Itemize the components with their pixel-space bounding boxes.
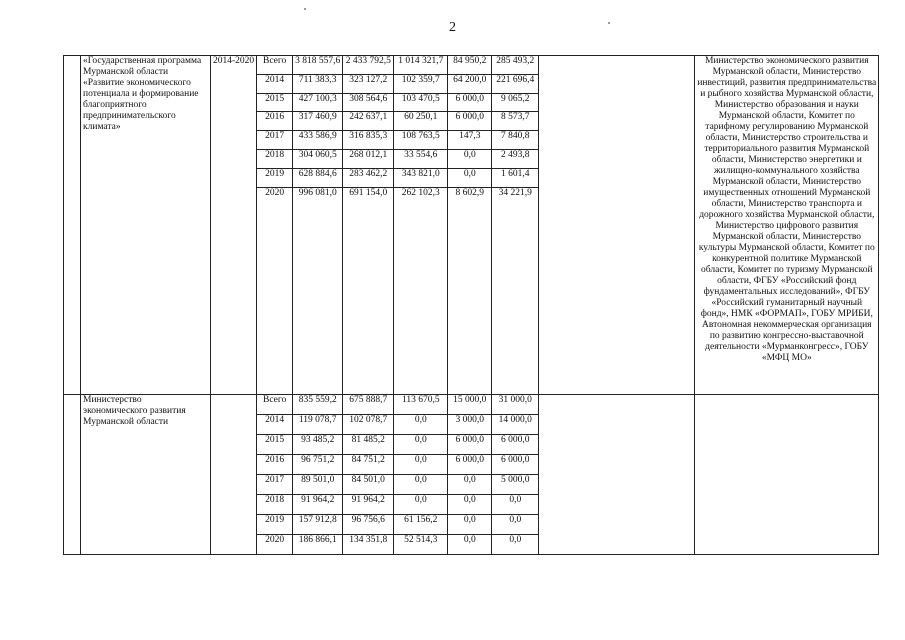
amount-cell: 0,0 bbox=[448, 514, 492, 534]
ministry-executors bbox=[695, 394, 879, 554]
amount-cell: 343 821,0 bbox=[394, 168, 448, 187]
amount-cell: 835 559,2 bbox=[293, 394, 343, 414]
amount-cell: 0,0 bbox=[448, 474, 492, 494]
amount-cell: 1 014 321,7 bbox=[394, 56, 448, 75]
amount-cell: 91 964,2 bbox=[293, 494, 343, 514]
program-section bbox=[64, 56, 879, 395]
amount-cell: 0,0 bbox=[394, 454, 448, 474]
year-cell: 2018 bbox=[257, 494, 293, 514]
amount-cell: 6 000,0 bbox=[448, 454, 492, 474]
amount-cell: 64 200,0 bbox=[448, 74, 492, 93]
ministry-section bbox=[64, 394, 879, 554]
year-cell: 2019 bbox=[257, 168, 293, 187]
scan-speck bbox=[608, 22, 610, 24]
amount-cell: 323 127,2 bbox=[343, 74, 394, 93]
amount-cell: 108 763,5 bbox=[394, 131, 448, 150]
amount-cell: 0,0 bbox=[394, 434, 448, 454]
amount-cell: 0,0 bbox=[448, 149, 492, 168]
table-row bbox=[64, 394, 879, 414]
amount-cell: 81 485,2 bbox=[343, 434, 394, 454]
amount-cell: 134 351,8 bbox=[343, 534, 394, 554]
amount-cell: 8 602,9 bbox=[448, 187, 492, 394]
amount-cell: 96 751,2 bbox=[293, 454, 343, 474]
amount-cell: 0,0 bbox=[448, 494, 492, 514]
year-cell: Всего bbox=[257, 394, 293, 414]
program-name: «Государственная программа Мурманской области «Развитие экономического потенциала и формирование благоприятного предпринимательского климата» bbox=[81, 56, 211, 395]
amount-cell: 3 000,0 bbox=[448, 414, 492, 434]
year-cell: 2014 bbox=[257, 74, 293, 93]
amount-cell: 84 501,0 bbox=[343, 474, 394, 494]
amount-cell: 6 000,0 bbox=[492, 434, 539, 454]
page-number: 2 bbox=[449, 20, 456, 35]
amount-cell: 691 154,0 bbox=[343, 187, 394, 394]
amount-cell: 186 866,1 bbox=[293, 534, 343, 554]
amount-cell: 9 065,2 bbox=[492, 93, 539, 112]
amount-cell: 285 493,2 bbox=[492, 56, 539, 75]
year-cell: 2014 bbox=[257, 414, 293, 434]
indicator-cell bbox=[539, 56, 695, 395]
amount-cell: 52 514,3 bbox=[394, 534, 448, 554]
index-cell bbox=[64, 394, 81, 554]
amount-cell: 283 462,2 bbox=[343, 168, 394, 187]
amount-cell: 91 964,2 bbox=[343, 494, 394, 514]
year-cell: Всего bbox=[257, 56, 293, 75]
amount-cell: 84 950,2 bbox=[448, 56, 492, 75]
amount-cell: 157 912,8 bbox=[293, 514, 343, 534]
amount-cell: 2 493,8 bbox=[492, 149, 539, 168]
year-cell: 2019 bbox=[257, 514, 293, 534]
amount-cell: 119 078,7 bbox=[293, 414, 343, 434]
amount-cell: 0,0 bbox=[448, 534, 492, 554]
amount-cell: 33 554,6 bbox=[394, 149, 448, 168]
amount-cell: 61 156,2 bbox=[394, 514, 448, 534]
indicator-cell bbox=[539, 394, 695, 554]
amount-cell: 5 000,0 bbox=[492, 474, 539, 494]
budget-table bbox=[63, 55, 879, 555]
amount-cell: 113 670,5 bbox=[394, 394, 448, 414]
amount-cell: 1 601,4 bbox=[492, 168, 539, 187]
amount-cell: 3 818 557,6 bbox=[293, 56, 343, 75]
table-row bbox=[64, 56, 879, 75]
amount-cell: 268 012,1 bbox=[343, 149, 394, 168]
year-cell: 2020 bbox=[257, 534, 293, 554]
amount-cell: 102 078,7 bbox=[343, 414, 394, 434]
amount-cell: 0,0 bbox=[394, 414, 448, 434]
program-period: 2014-2020 bbox=[211, 56, 257, 395]
amount-cell: 0,0 bbox=[394, 494, 448, 514]
amount-cell: 308 564,6 bbox=[343, 93, 394, 112]
amount-cell: 14 000,0 bbox=[492, 414, 539, 434]
amount-cell: 103 470,5 bbox=[394, 93, 448, 112]
amount-cell: 317 460,9 bbox=[293, 112, 343, 131]
amount-cell: 102 359,7 bbox=[394, 74, 448, 93]
amount-cell: 221 696,4 bbox=[492, 74, 539, 93]
amount-cell: 433 586,9 bbox=[293, 131, 343, 150]
amount-cell: 6 000,0 bbox=[448, 434, 492, 454]
amount-cell: 996 081,0 bbox=[293, 187, 343, 394]
year-cell: 2018 bbox=[257, 149, 293, 168]
amount-cell: 7 840,8 bbox=[492, 131, 539, 150]
amount-cell: 0,0 bbox=[448, 168, 492, 187]
amount-cell: 31 000,0 bbox=[492, 394, 539, 414]
ministry-name: Министерство экономического развития Мурманской области bbox=[81, 394, 211, 554]
amount-cell: 675 888,7 bbox=[343, 394, 394, 414]
year-cell: 2017 bbox=[257, 474, 293, 494]
year-cell: 2015 bbox=[257, 434, 293, 454]
program-executors: Министерство экономического развития Мурманской области, Министерство инвестиций, развития предпринимательства и рыбного хозяйства Мурманской области, Министерство образования и науки Мурманской области, Комитет по тарифному регулированию Мурманской области, Министерство строительства и территориального развития Мурманской области, Министерство энергетики и жилищно-коммунального хозяйства Мурманской области, Министерство имущественных отношений Мурманской области, Министерство транспорта и дорожного хозяйства Мурманской области, Министерство цифрового развития Мурманской области, Министерство культуры Мурманской области, Комитет по конкурентной политике Мурманской области, Комитет по туризму Мурманской области, ФГБУ «Российский фонд фундаментальных исследований», ФГБУ «Российский гуманитарный научный фонд», НМК «ФОРМАП», ГОБУ МРИБИ, Автономная некоммерческая организация по развитию конгрессно-выставочной деятельности «Мурманконгресс», ГОБУ «МФЦ МО» bbox=[695, 56, 879, 395]
scan-speck bbox=[304, 8, 306, 10]
amount-cell: 6 000,0 bbox=[448, 93, 492, 112]
index-cell bbox=[64, 56, 81, 395]
amount-cell: 242 637,1 bbox=[343, 112, 394, 131]
amount-cell: 6 000,0 bbox=[492, 454, 539, 474]
amount-cell: 304 060,5 bbox=[293, 149, 343, 168]
amount-cell: 262 102,3 bbox=[394, 187, 448, 394]
year-cell: 2020 bbox=[257, 187, 293, 394]
amount-cell: 0,0 bbox=[492, 494, 539, 514]
amount-cell: 427 100,3 bbox=[293, 93, 343, 112]
ministry-period bbox=[211, 394, 257, 554]
amount-cell: 34 221,9 bbox=[492, 187, 539, 394]
amount-cell: 316 835,3 bbox=[343, 131, 394, 150]
year-cell: 2015 bbox=[257, 93, 293, 112]
amount-cell: 6 000,0 bbox=[448, 112, 492, 131]
year-cell: 2017 bbox=[257, 131, 293, 150]
amount-cell: 89 501,0 bbox=[293, 474, 343, 494]
amount-cell: 60 250,1 bbox=[394, 112, 448, 131]
amount-cell: 96 756,6 bbox=[343, 514, 394, 534]
amount-cell: 84 751,2 bbox=[343, 454, 394, 474]
amount-cell: 0,0 bbox=[394, 474, 448, 494]
year-cell: 2016 bbox=[257, 454, 293, 474]
amount-cell: 2 433 792,5 bbox=[343, 56, 394, 75]
amount-cell: 711 383,3 bbox=[293, 74, 343, 93]
amount-cell: 0,0 bbox=[492, 534, 539, 554]
amount-cell: 93 485,2 bbox=[293, 434, 343, 454]
amount-cell: 0,0 bbox=[492, 514, 539, 534]
amount-cell: 628 884,6 bbox=[293, 168, 343, 187]
amount-cell: 8 573,7 bbox=[492, 112, 539, 131]
year-cell: 2016 bbox=[257, 112, 293, 131]
amount-cell: 15 000,0 bbox=[448, 394, 492, 414]
amount-cell: 147,3 bbox=[448, 131, 492, 150]
